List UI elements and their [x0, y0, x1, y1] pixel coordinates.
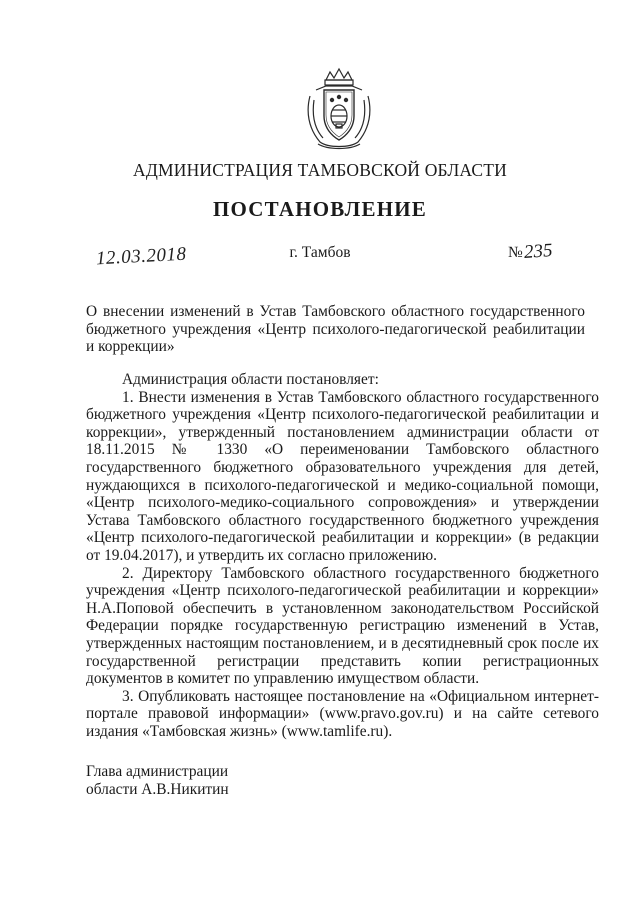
document-subject: О внесении изменений в Устав Тамбовского областного государственного бюджетного учреждения «Центр психолого-педагогической реабилитации и коррекции» — [86, 303, 585, 355]
document-type-title: ПОСТАНОВЛЕНИЕ — [212, 197, 428, 221]
signature-block — [86, 763, 229, 798]
body-item-3: 3. Опубликовать настоящее постановление на «Официальном интернет-портале правовой информации» (www.pravo.gov.ru) и на сайте сетевого издания «Тамбовская жизнь» (www.tamlife.ru). — [86, 687, 599, 740]
document-body — [86, 371, 599, 740]
body-item-2: 2. Директору Тамбовского областного государственного бюджетного учреждения «Центр психолого-педагогической реабилитации и коррекции» Н.А.Поповой обеспечить в установленном законодательством Российской Федерации порядке государственную регистрацию изменений в Устав, утвержденных настоящим постановлением, и в десятидневный срок после их государственной регистрации представить копии регистрационных документов в комитет по управлению имуществом области. — [86, 564, 599, 688]
signature-title: Глава администрации — [86, 763, 229, 780]
document-number — [508, 241, 552, 263]
coat-of-arms-icon — [296, 66, 382, 152]
handwritten-date: 12.03.2018 — [95, 243, 187, 270]
city-label: г. Тамбов — [289, 244, 351, 261]
number-sign: № — [508, 244, 523, 261]
body-intro: Администрация области постановляет: — [122, 371, 379, 388]
handwritten-number: 235 — [523, 240, 553, 263]
signature-name: области А.В.Никитин — [86, 780, 229, 798]
organization-name: АДМИНИСТРАЦИЯ ТАМБОВСКОЙ ОБЛАСТИ — [133, 160, 507, 180]
body-item-1: 1. Внести изменения в Устав Тамбовского областного государственного бюджетного учреждения «Центр психолого-педагогической реабилитации и коррекции», утвержденный постановлением администрации области от 18.11.2015 № 1330 «О переименовании Тамбовского областного государственного бюджетного образовательного учреждения для детей, нуждающихся в психолого-педагогической и медико-социальной помощи, «Центр психолого-медико-социального сопровождения» и утверждении Устава Тамбовского областного государственного бюджетного учреждения «Центр психолого-педагогической реабилитации и коррекции» (в редакции от 19.04.2017), и утвердить их согласно приложению. — [86, 388, 599, 564]
